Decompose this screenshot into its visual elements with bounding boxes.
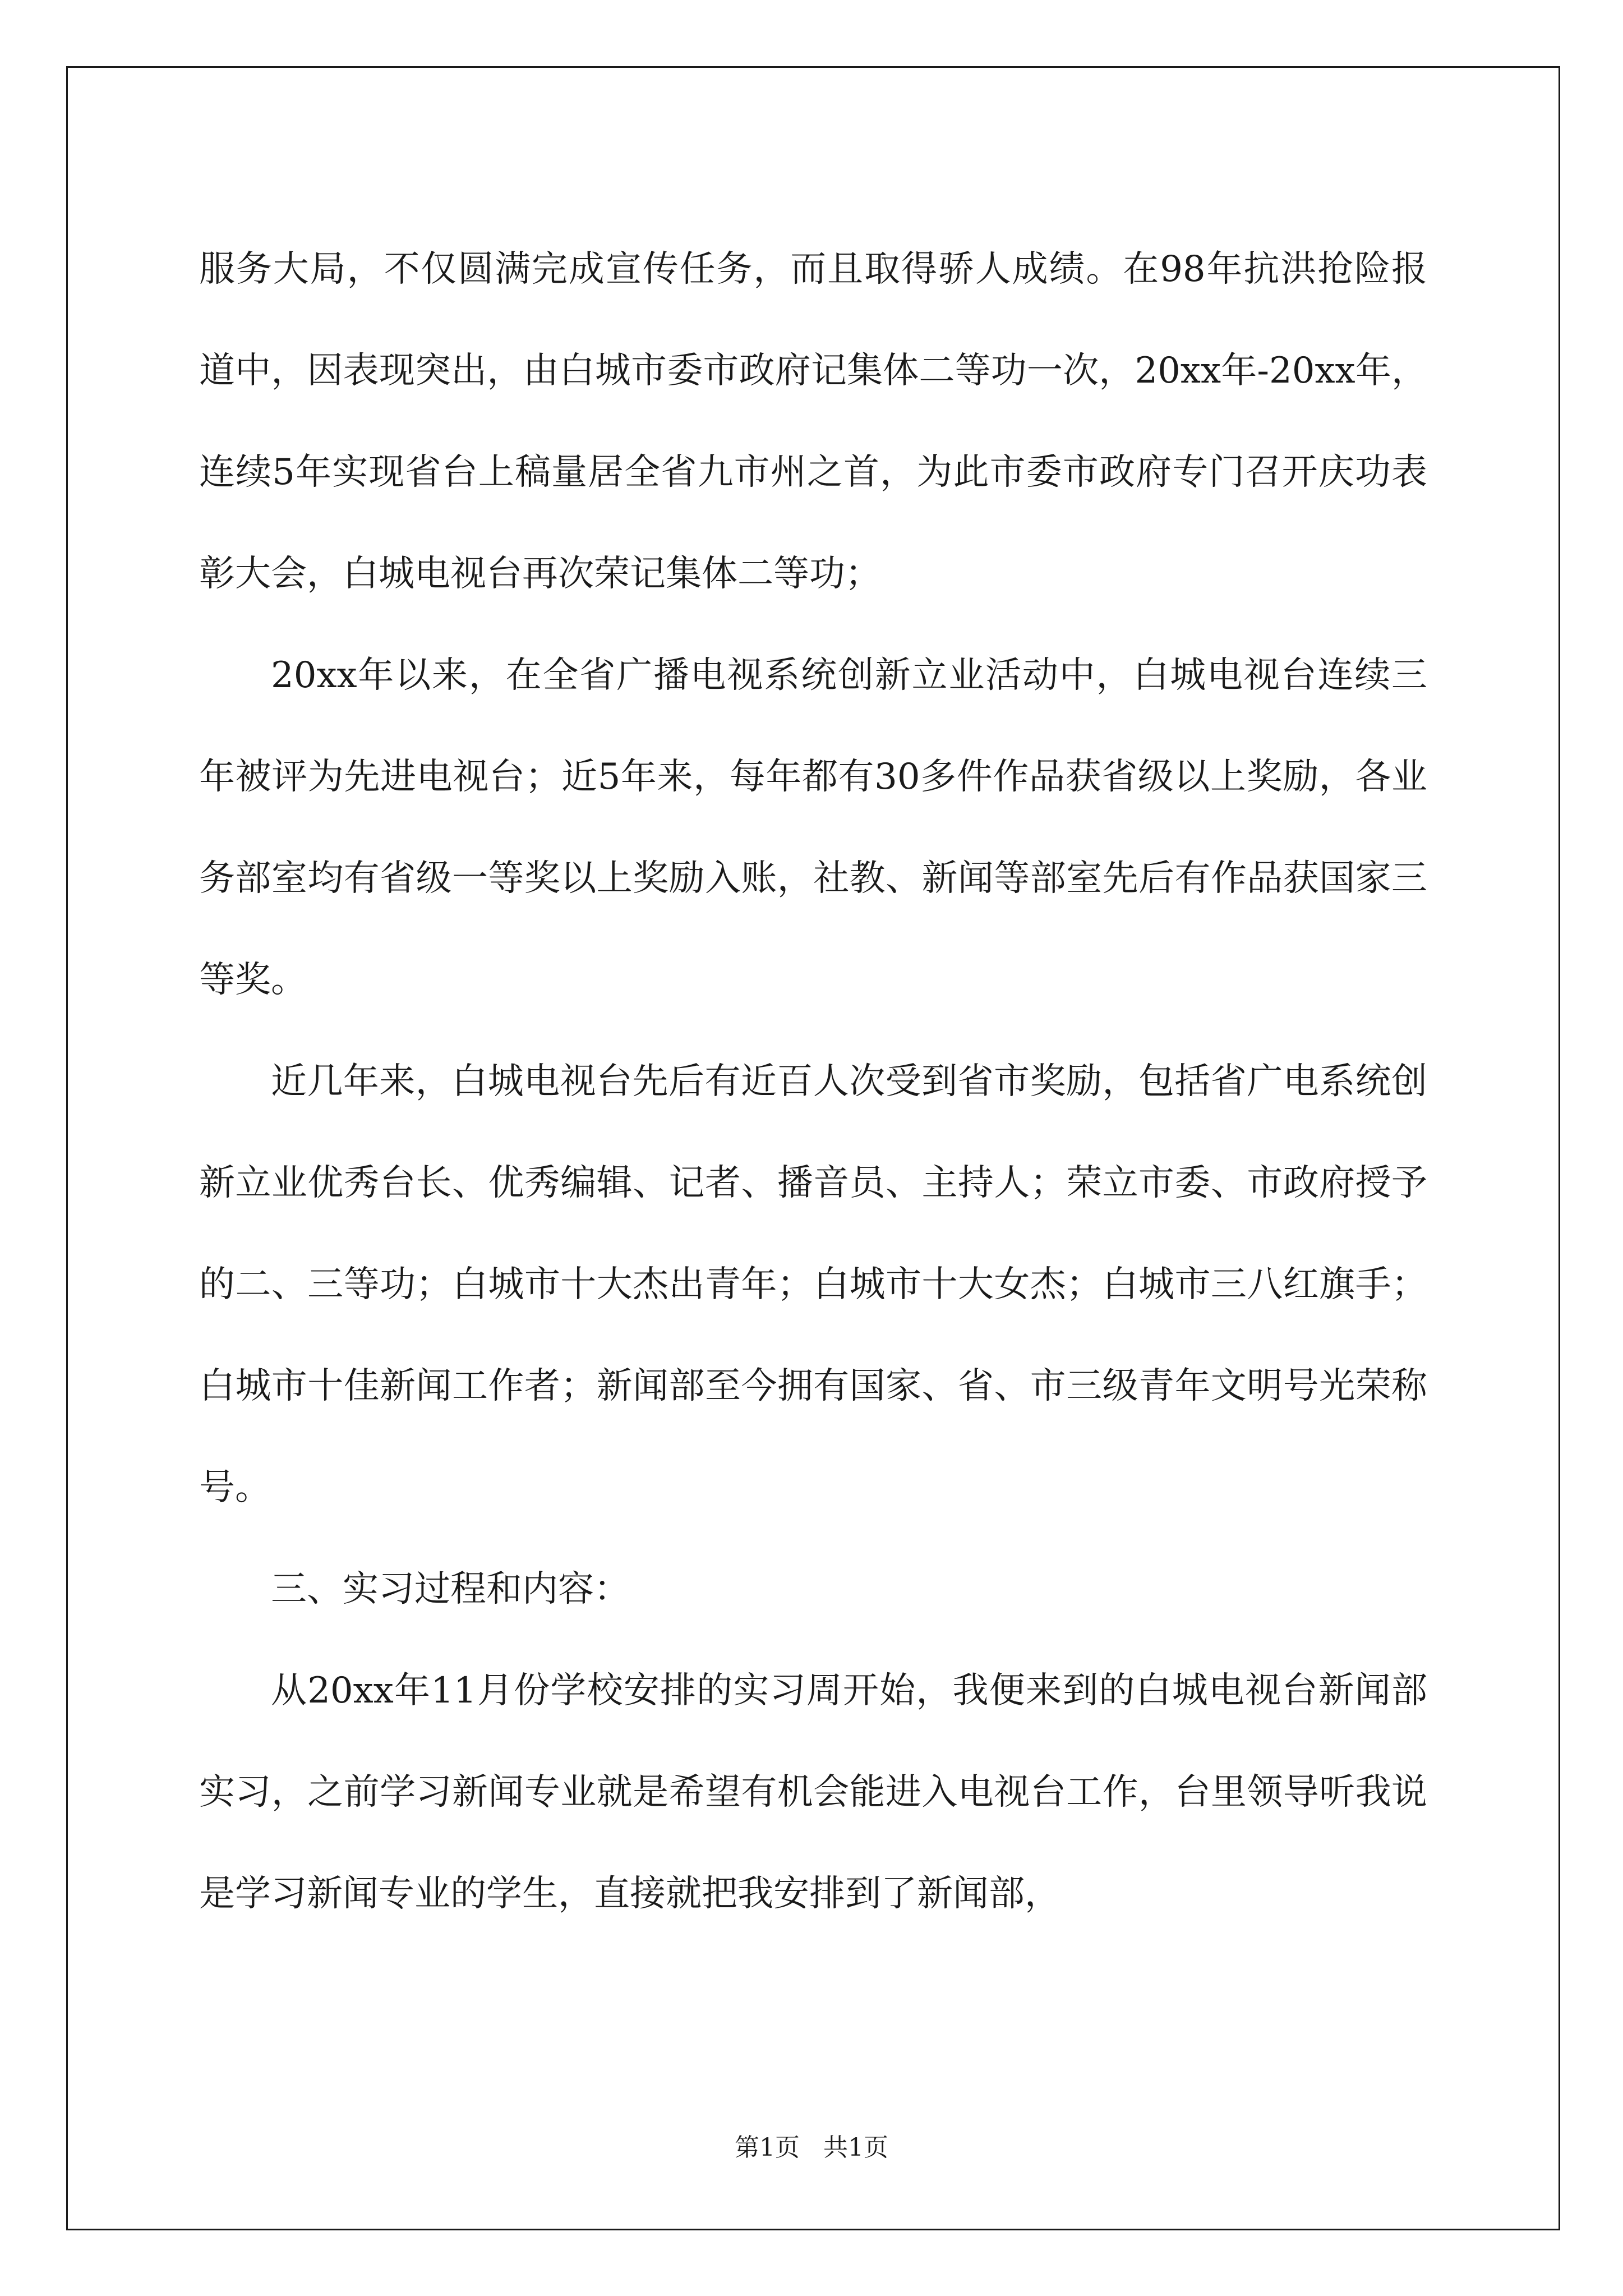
paragraph-1: 服务大局，不仅圆满完成宣传任务，而且取得骄人成绩。在98年抗洪抢险报道中，因表现突出，由白城市委市政府记集体二等功一次，20xx年-20xx年，连续5年实现省台上稿量居全省九市州之首，为此市委市政府专门召开庆功表彰大会，白城电视台再次荣记集体二等功； [199, 249, 1427, 595]
section-heading: 三、实习过程和内容： [271, 1568, 630, 1610]
document-body [199, 219, 1427, 1945]
paragraph-3: 近几年来，白城电视台先后有近百人次受到省市奖励，包括省广电系统创新立业优秀台长、优秀编辑、记者、播音员、主持人；荣立市委、市政府授予的二、三等功；白城市十大杰出青年；白城市十大女杰；白城市三八红旗手；白城市十佳新闻工作者；新闻部至今拥有国家、省、市三级青年文明号光荣称号。 [199, 1061, 1427, 1508]
page-number: 第1页 [735, 2133, 800, 2162]
paragraph-4: 从20xx年11月份学校安排的实习周开始，我便来到的白城电视台新闻部实习，之前学习新闻专业就是希望有机会能进入电视台工作，台里领导听我说是学习新闻专业的学生，直接就把我安排到了新闻部， [199, 1670, 1427, 1915]
page-footer [0, 2127, 1623, 2163]
total-pages: 共1页 [823, 2133, 888, 2162]
paragraph-2: 20xx年以来，在全省广播电视系统创新立业活动中，白城电视台连续三年被评为先进电视台；近5年来，每年都有30多件作品获省级以上奖励，各业务部室均有省级一等奖以上奖励入账，社教、新闻等部室先后有作品获国家三等奖。 [199, 655, 1427, 1001]
